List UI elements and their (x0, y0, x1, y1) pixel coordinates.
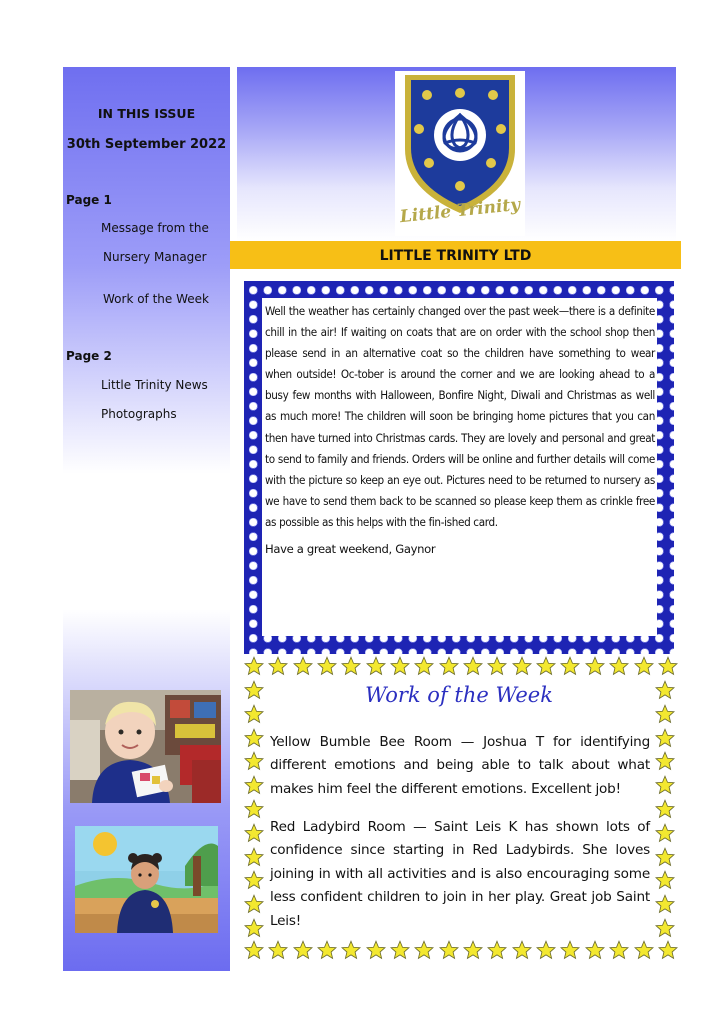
star-icon (317, 656, 337, 676)
star-icon (655, 704, 675, 724)
star-icon (244, 918, 264, 938)
photo-girl-mural-icon (75, 826, 218, 933)
star-icon (244, 704, 264, 724)
star-icon (244, 847, 264, 867)
star-icon (244, 894, 264, 914)
star-icon (487, 656, 507, 676)
contents-item-manager: Nursery Manager (103, 250, 207, 264)
star-icon (463, 940, 483, 960)
star-icon (655, 728, 675, 748)
star-icon (366, 656, 386, 676)
star-icon (439, 656, 459, 676)
manager-message-box (262, 298, 657, 636)
star-icon (512, 656, 532, 676)
star-icon (244, 775, 264, 795)
contents-item-news: Little Trinity News (101, 378, 208, 392)
star-icon (244, 823, 264, 843)
star-icon (658, 940, 678, 960)
star-icon (390, 656, 410, 676)
star-icon (585, 940, 605, 960)
star-icon (366, 940, 386, 960)
star-icon (463, 656, 483, 676)
work-of-week-entry: Red Ladybird Room — Saint Leis K has shown lots of confidence since starting in Red Ladybirds. She loves joining in with all activities and is also encouraging some less confident children to join in her play. Great job Saint Leis! (270, 819, 650, 929)
star-icon (293, 940, 313, 960)
work-of-week-title: Work of the Week (365, 683, 553, 707)
star-icon (585, 656, 605, 676)
star-icon (487, 940, 507, 960)
stars-border-top (244, 656, 678, 678)
logo-wordmark: Little Trinity (398, 194, 522, 228)
star-icon (317, 940, 337, 960)
star-icon (244, 799, 264, 819)
star-icon (512, 940, 532, 960)
star-icon (414, 656, 434, 676)
star-icon (244, 940, 264, 960)
star-icon (244, 656, 264, 676)
contents-item-work-of-week: Work of the Week (103, 292, 209, 306)
star-icon (414, 940, 434, 960)
star-icon (390, 940, 410, 960)
stars-border-bottom (244, 940, 678, 962)
star-icon (244, 728, 264, 748)
star-icon (655, 918, 675, 938)
star-icon (244, 870, 264, 890)
star-icon (439, 940, 459, 960)
star-icon (560, 656, 580, 676)
manager-message-text: Well the weather has certainly changed over the past week—there is a definite chill in the air! If waiting on coats that are on order with the school shop then please send in an alternative coat so the children have something to wear when outside! Oc-tober is around the corner and we are looking ahead to a busy few months with Halloween, Bonfire Night, Diwali and Christmas as well as much more! The children will soon be bringing home pictures that you can then have turned into Christmas cards. They are lovely and personal and great to send to family and friends. Orders will be online and further details will come with the picture so keep an eye out. Pictures need to be returned to nursery as we have to send them back to be scanned so please keep them as crinkle free as possible as this helps with the fin-ished card. (265, 304, 655, 529)
page1-label: Page 1 (66, 193, 112, 207)
star-icon (536, 940, 556, 960)
star-icon (293, 656, 313, 676)
page2-label: Page 2 (66, 349, 112, 363)
star-icon (634, 940, 654, 960)
star-icon (658, 656, 678, 676)
in-this-issue-heading: IN THIS ISSUE (97, 106, 196, 121)
star-icon (655, 799, 675, 819)
contents-item-photographs: Photographs (101, 407, 177, 421)
stars-border-left (244, 680, 266, 938)
star-icon (341, 656, 361, 676)
contents-item-message: Message from the (101, 221, 209, 235)
star-icon (655, 894, 675, 914)
star-icon (655, 680, 675, 700)
star-icon (609, 940, 629, 960)
work-of-week-entry: Yellow Bumble Bee Room — Joshua T for identifying different emotions and being able to talk about what makes him feel the different emotions. Excellent job! (270, 734, 650, 797)
star-icon (655, 870, 675, 890)
star-icon (244, 680, 264, 700)
star-icon (655, 751, 675, 771)
star-icon (536, 656, 556, 676)
stars-border-right (655, 680, 677, 938)
manager-signoff: Have a great weekend, Gaynor (265, 542, 436, 557)
star-icon (609, 656, 629, 676)
star-icon (655, 823, 675, 843)
star-icon (655, 847, 675, 867)
star-icon (634, 656, 654, 676)
star-icon (560, 940, 580, 960)
organisation-banner: LITTLE TRINITY LTD (230, 241, 681, 269)
star-icon (268, 656, 288, 676)
star-icon (268, 940, 288, 960)
issue-date: 30th September 2022 (66, 137, 227, 152)
photo-boy-holding-paper-icon (70, 690, 221, 803)
star-icon (655, 775, 675, 795)
star-icon (244, 751, 264, 771)
star-icon (341, 940, 361, 960)
school-logo-icon (395, 71, 525, 236)
